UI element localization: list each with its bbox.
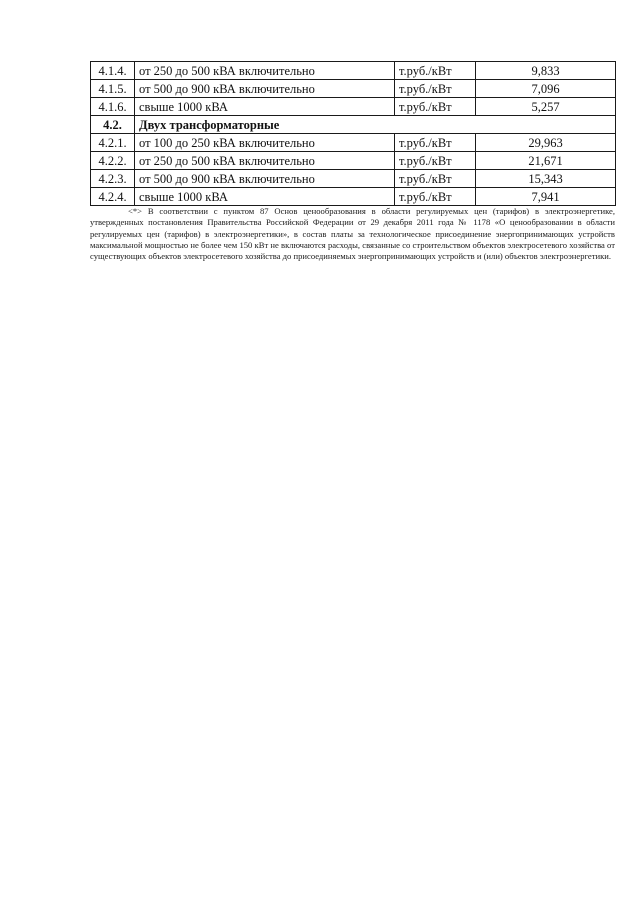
section-header-row: [91, 116, 616, 134]
table-row: [91, 62, 616, 80]
tariff-table: [90, 61, 616, 206]
row-value: 21,671: [476, 152, 616, 170]
row-value: 15,343: [476, 170, 616, 188]
row-value: 7,941: [476, 188, 616, 206]
table-row: [91, 134, 616, 152]
row-value: 5,257: [476, 98, 616, 116]
row-number: 4.2.2.: [91, 152, 135, 170]
table-row: [91, 170, 616, 188]
row-unit: т.руб./кВт: [395, 152, 476, 170]
row-unit: т.руб./кВт: [395, 170, 476, 188]
row-description: от 500 до 900 кВА включительно: [135, 80, 395, 98]
row-value: 7,096: [476, 80, 616, 98]
footnote-text: <*> В соответствии с пунктом 87 Основ ценообразования в области регулируемых цен (тарифов) в электроэнергетике, утвержденных постановления Правительства Российской Федерации от 29 декабря 2011 года № 1178 «О ценообразовании в области регулируемых цен (тарифов) в электроэнергетики», в состав платы за технологическое присоединение энергопринимающих устройств максимальной мощностью не более чем 150 кВт не включаются расходы, связанные со строительством объектов электросетевого хозяйства от существующих объектов электросетевого хозяйства до присоединяемых энергопринимающих устройств и (или) объектов электроэнергетики.: [90, 206, 615, 262]
row-unit: т.руб./кВт: [395, 188, 476, 206]
row-number: 4.1.4.: [91, 62, 135, 80]
row-number: 4.1.6.: [91, 98, 135, 116]
table-row: [91, 98, 616, 116]
row-description: от 250 до 500 кВА включительно: [135, 152, 395, 170]
row-number: 4.2.3.: [91, 170, 135, 188]
row-unit: т.руб./кВт: [395, 98, 476, 116]
section-number: 4.2.: [91, 116, 135, 134]
row-description: от 100 до 250 кВА включительно: [135, 134, 395, 152]
table-row: [91, 80, 616, 98]
row-number: 4.2.1.: [91, 134, 135, 152]
row-unit: т.руб./кВт: [395, 80, 476, 98]
table-row: [91, 188, 616, 206]
row-number: 4.1.5.: [91, 80, 135, 98]
row-number: 4.2.4.: [91, 188, 135, 206]
row-description: свыше 1000 кВА: [135, 98, 395, 116]
row-value: 9,833: [476, 62, 616, 80]
section-title: Двух трансформаторные: [135, 116, 616, 134]
row-unit: т.руб./кВт: [395, 134, 476, 152]
table-row: [91, 152, 616, 170]
row-unit: т.руб./кВт: [395, 62, 476, 80]
row-description: свыше 1000 кВА: [135, 188, 395, 206]
row-description: от 500 до 900 кВА включительно: [135, 170, 395, 188]
row-value: 29,963: [476, 134, 616, 152]
footnote: [90, 206, 615, 262]
row-description: от 250 до 500 кВА включительно: [135, 62, 395, 80]
